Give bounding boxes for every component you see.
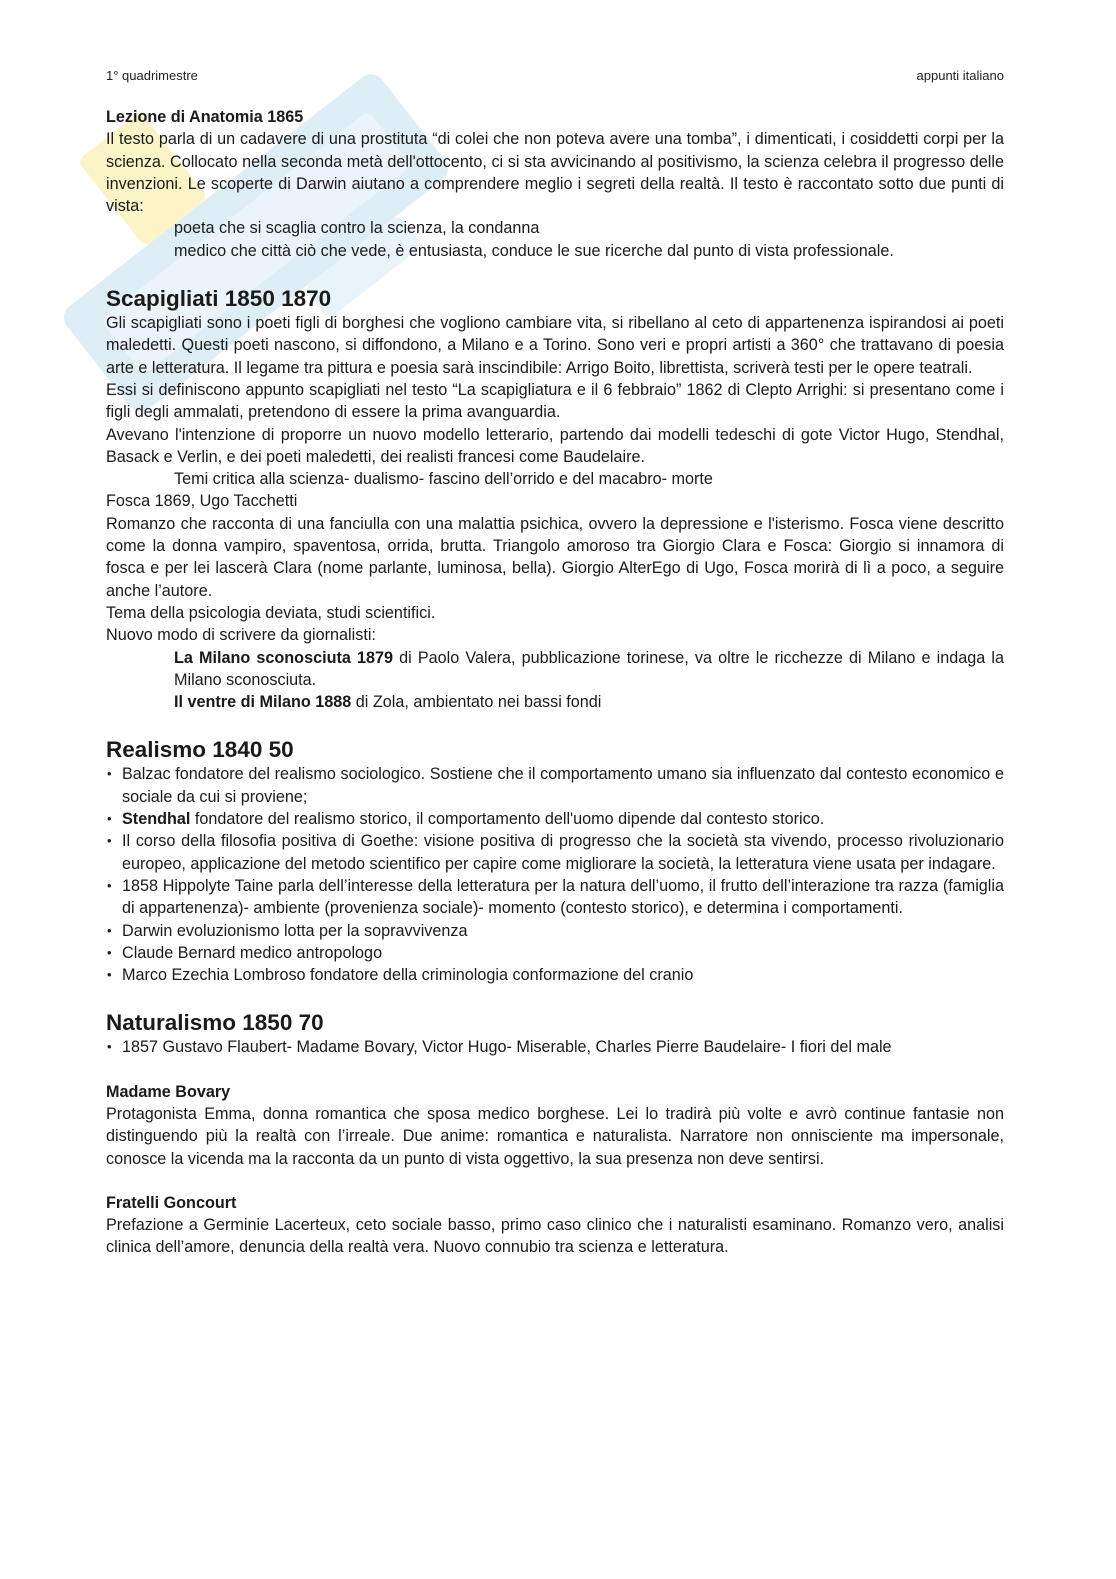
anatomia-point-poeta: poeta che si scaglia contro la scienza, la condanna xyxy=(174,219,540,238)
bovary-title: Madame Bovary xyxy=(106,1082,231,1101)
document-body xyxy=(106,106,1004,1259)
realismo-heading: Realismo 1840 50 xyxy=(106,737,294,763)
milano-sconosciuta-title: La Milano sconosciuta 1879 xyxy=(174,648,393,667)
psicologia-line: Tema della psicologia deviata, studi scientifici. xyxy=(106,603,436,622)
ventre-milano-title: Il ventre di Milano 1888 xyxy=(174,693,352,712)
realismo-bullet-taine: • 1858 Hippolyte Taine parla dell’interesse della letteratura per la natura dell’uomo, il frutto dell’interazione tra razza (famiglia di appartenenza)- ambiente (provenienza sociale)- momento (contesto storico), e determina i comportamenti. xyxy=(106,875,1004,920)
stendhal-name: Stendhal xyxy=(122,810,191,829)
milano-sconosciuta-entry xyxy=(106,647,1004,692)
anatomia-point-medico: medico che città ciò che vede, è entusiasta, conduce le sue ricerche dal punto di vista professionale. xyxy=(174,241,894,260)
header-quadrimestre: 1° quadrimestre xyxy=(106,68,198,83)
naturalismo-list xyxy=(106,1036,1004,1058)
fosca-paragraph: Romanzo che racconta di una fanciulla con una malattia psichica, ovvero la depressione e l'isterismo. Fosca viene descritto come la donna vampiro, spaventosa, orrida, brutta. Triangolo amoroso tra Giorgio Clara e Fosca: Giorgio si innamora di fosca e per lei lascerà Clara (nome parlante, luminosa, bella). Giorgio AlterEgo di Ugo, Fosca morirà di lì a poco, a seguire anche l’autore. xyxy=(106,514,1004,600)
header-appunti: appunti italiano xyxy=(916,68,1004,83)
realismo-bullet-darwin: • Darwin evoluzionismo lotta per la sopravvivenza xyxy=(106,920,1004,942)
realismo-bullet-bernard: • Claude Bernard medico antropologo xyxy=(106,942,1004,964)
scapigliati-paragraph-2: Essi si definiscono appunto scapigliati nel testo “La scapigliatura e il 6 febbraio” 1862 di Clepto Arrighi: si presentano come i figli degli ammalati, pretendono di essere la prima avanguardia. xyxy=(106,380,1004,422)
anatomia-title: Lezione di Anatomia 1865 xyxy=(106,108,304,126)
realismo-bullet-goethe: • Il corso della filosofia positiva di Goethe: visione positiva di progresso che la società sta vivendo, processo rivoluzionario europeo, applicazione del metodo scientifico per capire come migliorare la società, la letteratura viene usata per indagare. xyxy=(106,830,1004,875)
ventre-milano-text: di Zola, ambientato nei bassi fondi xyxy=(351,693,602,712)
bovary-paragraph: Protagonista Emma, donna romantica che sposa medico borghese. Lei lo tradirà più volte e avrò continue fantasie non distinguendo più la realtà con l’irreale. Due anime: romantica e naturalista. Narratore non onnisciente ma impersonale, conosce la vicenda ma la racconta da un punto di vista oggettivo, la sua presenza non deve sentirsi. xyxy=(106,1104,1004,1168)
realismo-bullet-balzac: • Balzac fondatore del realismo sociologico. Sostiene che il comportamento umano sia influenzato dal contesto economico e sociale da cui si proviene; xyxy=(106,763,1004,808)
giornalisti-line: Nuovo modo di scrivere da giornalisti: xyxy=(106,626,376,645)
goncourt-title: Fratelli Goncourt xyxy=(106,1193,237,1212)
fosca-title: Fosca 1869, Ugo Tacchetti xyxy=(106,492,298,511)
scapigliati-temi: Temi critica alla scienza- dualismo- fascino dell’orrido e del macabro- morte xyxy=(174,470,713,489)
realismo-list xyxy=(106,763,1004,986)
realismo-bullet-stendhal xyxy=(106,808,1004,830)
scapigliati-paragraph-3: Avevano l'intenzione di proporre un nuovo modello letterario, partendo dai modelli tedeschi di gote Victor Hugo, Stendhal, Basack e Verlin, e dei poeti maledetti, dei realisti francesi come Baudelaire. xyxy=(106,425,1004,466)
milano-sconosciuta-text: di Paolo Valera, pubblicazione torinese, va oltre le ricchezze di Milano e indaga la Milano sconosciuta. xyxy=(174,648,1005,689)
ventre-milano-entry xyxy=(106,691,1004,713)
naturalismo-bullet-1857: • 1857 Gustavo Flaubert- Madame Bovary, Victor Hugo- Miserable, Charles Pierre Baudelaire- I fiori del male xyxy=(106,1036,1004,1058)
realismo-bullet-lombroso: • Marco Ezechia Lombroso fondatore della criminologia conformazione del cranio xyxy=(106,964,1004,986)
naturalismo-heading: Naturalismo 1850 70 xyxy=(106,1010,324,1036)
goncourt-paragraph: Prefazione a Germinie Lacerteux, ceto sociale basso, primo caso clinico che i naturalisti esaminano. Romanzo vero, analisi clinica dell’amore, denuncia della realtà vera. Nuovo connubio tra scienza e letteratura. xyxy=(106,1216,1004,1257)
stendhal-text: fondatore del realismo storico, il comportamento dell'uomo dipende dal contesto storico. xyxy=(190,810,825,829)
anatomia-paragraph: Il testo parla di un cadavere di una prostituta “di colei che non poteva avere una tomba”, i dimenticati, i cosiddetti corpi per la scienza. Collocato nella seconda metà dell'ottocento, ci si sta avvicinando al positivismo, la scienza celebra il progresso delle invenzioni. Le scoperte di Darwin aiutano a comprendere meglio i segreti della realtà. Il testo è raccontato sotto due punti di vista: xyxy=(106,130,1004,216)
scapigliati-paragraph-1: Gli scapigliati sono i poeti figli di borghesi che vogliono cambiare vita, si ribellano al ceto di appartenenza ispirandosi ai poeti maledetti. Questi poeti nascono, si diffondono, a Milano e a Torino. Sono veri e propri artisti a 360° che trattavano di poesia arte e letteratura. Il legame tra pittura e poesia sarà inscindibile: Arrigo Boito, librettista, scriverà testi per le opere teatrali. xyxy=(106,314,1004,377)
scapigliati-heading: Scapigliati 1850 1870 xyxy=(106,286,332,312)
